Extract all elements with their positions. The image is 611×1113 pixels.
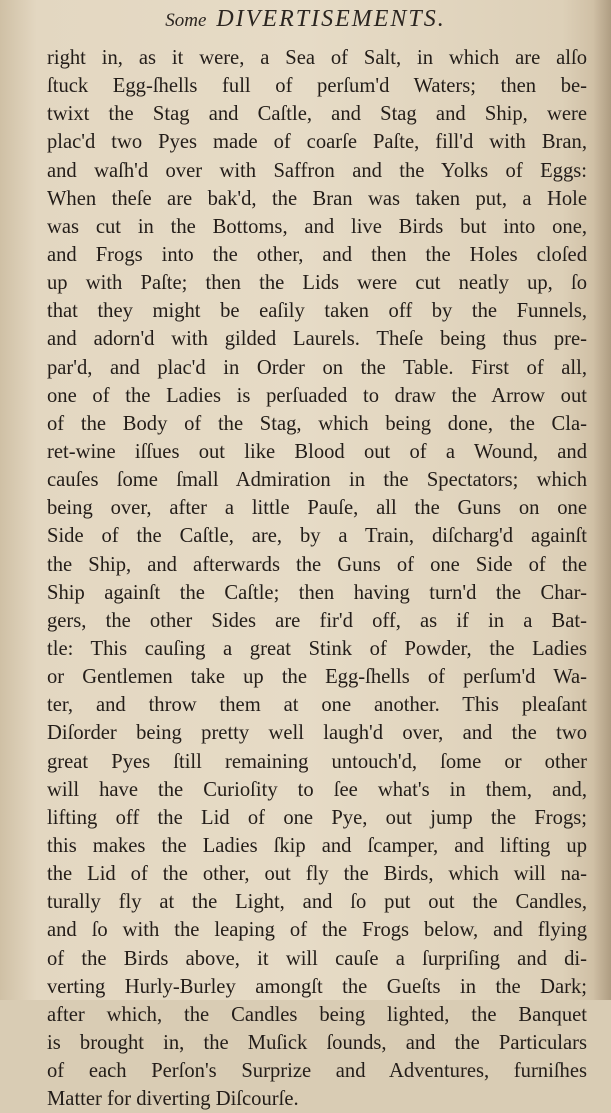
text-line: Diſorder being pretty well laugh'd over, and the two	[47, 722, 587, 745]
running-head-title: DIVERTISEMENTS.	[216, 6, 446, 32]
text-line: will have the Curioſity to ſee what's in them, and,	[47, 778, 587, 801]
text-line: being over, after a little Pauſe, all the Guns on one	[47, 497, 587, 520]
text-line: and Frogs into the other, and then the Holes cloſed	[47, 243, 587, 266]
text-line: Ship againſt the Caſtle; then having turn'd the Char-	[47, 581, 587, 604]
page-edge-shadow	[593, 0, 611, 1000]
text-line: the Lid of the other, out fly the Birds, which will na-	[47, 863, 587, 886]
text-line: verting Hurly-Burley amongſt the Gueſts in the Dark;	[47, 975, 587, 998]
running-head-prefix: Some	[165, 10, 207, 31]
text-line: par'd, and plac'd in Order on the Table. First of all,	[47, 356, 587, 379]
text-line: this makes the Ladies ſkip and ſcamper, and lifting up	[47, 834, 587, 857]
text-line: ſtuck Egg-ſhells full of perſum'd Waters; then be-	[47, 75, 587, 98]
running-head	[0, 6, 611, 33]
text-line: and adorn'd with gilded Laurels. Theſe being thus pre-	[47, 328, 587, 351]
text-line: and ſo with the leaping of the Frogs below, and flying	[47, 919, 587, 942]
text-line: ter, and throw them at one another. This pleaſant	[47, 694, 587, 717]
text-line: up with Paſte; then the Lids were cut neatly up, ſo	[47, 272, 587, 295]
text-line: great Pyes ſtill remaining untouch'd, ſome or other	[47, 750, 587, 773]
text-line: ret-wine iſſues out like Blood out of a Wound, and	[47, 440, 587, 463]
text-line: cauſes ſome ſmall Admiration in the Spectators; which	[47, 469, 587, 492]
text-line: of each Perſon's Surprize and Adventures, furniſhes	[47, 1060, 587, 1083]
text-line: Side of the Caſtle, are, by a Train, diſcharg'd againſt	[47, 525, 587, 548]
text-line: gers, the other Sides are fir'd off, as if in a Bat-	[47, 609, 587, 632]
text-line: tle: This cauſing a great Stink of Powder, the Ladies	[47, 637, 587, 660]
text-line: or Gentlemen take up the Egg-ſhells of perſum'd Wa-	[47, 666, 587, 689]
text-line: that they might be eaſily taken off by the Funnels,	[47, 300, 587, 323]
body-text	[47, 44, 587, 1113]
text-line: turally fly at the Light, and ſo put out the Candles,	[47, 891, 587, 914]
text-line: after which, the Candles being lighted, the Banquet	[47, 1003, 587, 1026]
text-line: one of the Ladies is perſuaded to draw the Arrow out	[47, 384, 587, 407]
text-line: of the Body of the Stag, which being done, the Cla-	[47, 412, 587, 435]
text-line: right in, as it were, a Sea of Salt, in which are alſo	[47, 47, 587, 69]
text-line: twixt the Stag and Caſtle, and Stag and Ship, were	[47, 103, 587, 126]
text-line: was cut in the Bottoms, and live Birds but into one,	[47, 215, 587, 238]
text-line: When theſe are bak'd, the Bran was taken put, a Hole	[47, 187, 587, 210]
text-line: lifting off the Lid of one Pye, out jump the Frogs;	[47, 806, 587, 829]
text-line: and waſh'd over with Saffron and the Yolks of Eggs:	[47, 159, 587, 182]
text-line: the Ship, and afterwards the Guns of one Side of the	[47, 553, 587, 576]
text-line: Matter for diverting Diſcourſe.	[47, 1088, 299, 1111]
text-line: of the Birds above, it will cauſe a ſurpriſing and di-	[47, 947, 587, 970]
text-line: is brought in, the Muſick ſounds, and the Particulars	[47, 1031, 587, 1054]
text-line: plac'd two Pyes made of coarſe Paſte, fill'd with Bran,	[47, 131, 587, 154]
